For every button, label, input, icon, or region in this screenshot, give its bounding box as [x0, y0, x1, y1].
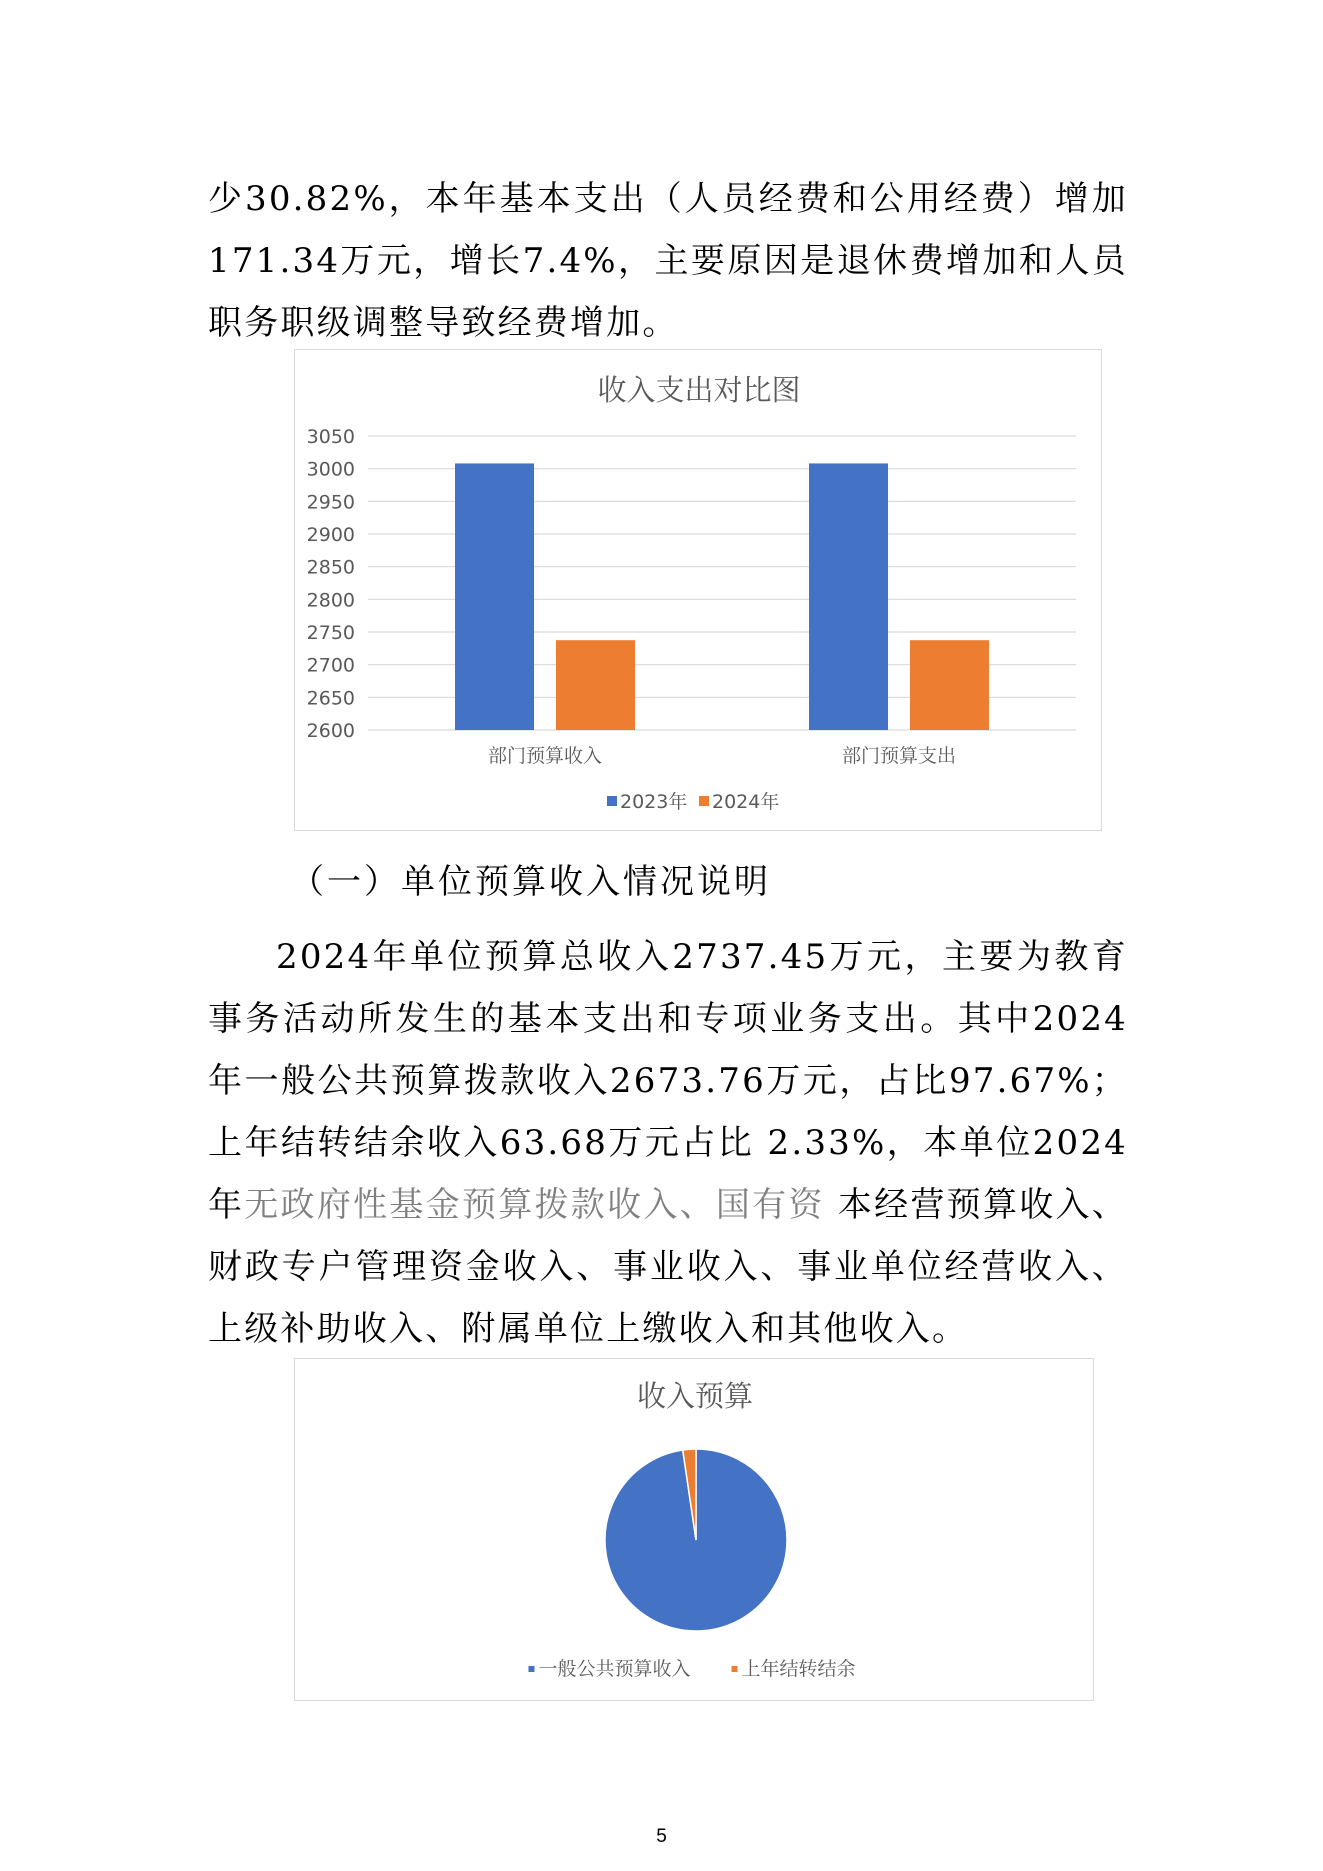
y-tick-label-3: 2900 — [306, 524, 355, 546]
legend-label-0: 2023年 — [620, 791, 688, 813]
bar-0-1 — [556, 640, 635, 730]
paragraph-expense-change: 少30.82%，本年基本支出（人员经费和公用经费）增加171.34万元，增长7.4%，主要原因是退休费增加和人员职务职级调整导致经费增加。 — [208, 179, 1128, 343]
legend-swatch-0 — [607, 796, 617, 806]
legend-label-0: 一般公共预算收入 — [538, 1658, 691, 1680]
legend-swatch-1 — [732, 1666, 738, 1672]
income-budget-pie-chart — [294, 1358, 1094, 1701]
income-expense-bar-chart — [294, 349, 1102, 831]
bar-1-1 — [910, 640, 989, 730]
paragraph-text-gray: 无政府性基金预算拨款收入、国有资 — [244, 1185, 825, 1225]
x-category-label-1: 部门预算支出 — [841, 745, 957, 767]
paragraph-income-description — [208, 926, 1128, 1360]
chart-title: 收入支出对比图 — [597, 373, 801, 407]
section-heading: （一）单位预算收入情况说明 — [290, 862, 771, 902]
legend-label-1: 2024年 — [712, 791, 780, 813]
bar-0-0 — [455, 463, 534, 730]
y-tick-label-7: 2700 — [306, 654, 355, 677]
legend-swatch-0 — [529, 1666, 535, 1672]
bar-1-0 — [809, 463, 888, 730]
y-tick-label-8: 2650 — [306, 687, 355, 710]
y-tick-label-0: 3050 — [306, 426, 355, 448]
legend-swatch-1 — [699, 796, 709, 806]
y-tick-label-2: 2950 — [306, 491, 355, 514]
paragraph-text-rest: 本经营预算收入、财政专户管理资金收入、事业收入、事业单位经营收入、上级补助收入、附属单位上缴收入和其他收入。 — [208, 1185, 1128, 1349]
y-tick-label-6: 2750 — [306, 622, 355, 644]
bar-chart-canvas — [295, 350, 1103, 832]
pie-chart-canvas — [295, 1359, 1095, 1702]
y-tick-label-1: 3000 — [306, 458, 355, 481]
paragraph-text-main: 2024年单位预算总收入2737.45万元，主要为教育事务活动所发生的基本支出和专项业务支出。其中2024年一般公共预算拨款收入2673.76万元，占比97.67%；上年结转结余收入63.68万元占比 2.33%，本单位2024年 — [208, 937, 1128, 1225]
y-tick-label-4: 2850 — [306, 556, 355, 579]
page-number: 5 — [656, 1826, 667, 1847]
x-category-label-0: 部门预算收入 — [487, 745, 603, 767]
y-tick-label-9: 2600 — [306, 720, 355, 742]
y-tick-label-5: 2800 — [306, 589, 355, 612]
chart-title: 收入预算 — [636, 1379, 754, 1413]
legend-label-1: 上年结转结余 — [741, 1658, 856, 1680]
